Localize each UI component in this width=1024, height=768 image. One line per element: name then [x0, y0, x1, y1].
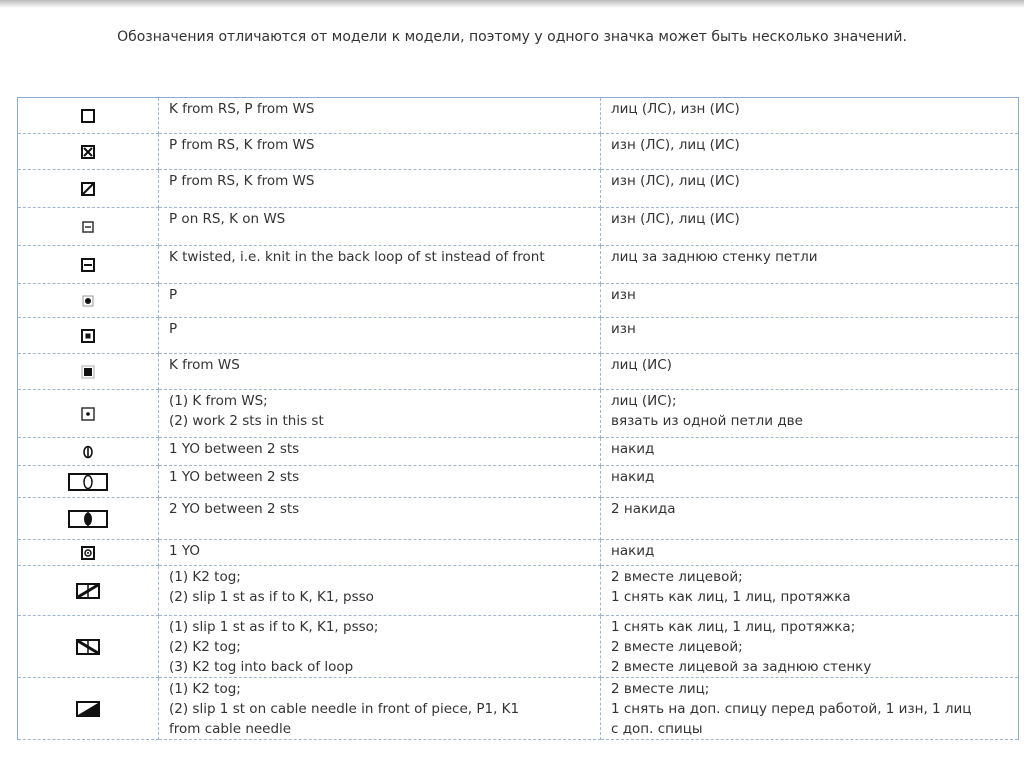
russian-description-cell	[601, 170, 1019, 208]
description-line: P from RS, K from WS	[169, 173, 315, 189]
description-line: вязать из одной петли две	[611, 413, 803, 429]
filled-inner-square-icon	[81, 328, 95, 344]
english-description-cell	[159, 318, 601, 354]
symbol-cell	[18, 170, 159, 208]
english-description-cell	[159, 540, 601, 566]
description-line: 1 YO	[169, 543, 201, 559]
russian-description-cell	[601, 246, 1019, 284]
russian-description-cell	[601, 354, 1019, 390]
filled-square-icon	[81, 364, 95, 380]
description-line: лиц за заднюю стенку петли	[611, 249, 818, 265]
symbol-cell	[18, 390, 159, 438]
russian-description-cell	[601, 678, 1019, 740]
top-cropped-heading	[0, 0, 1024, 8]
description-line: (2) slip 1 st as if to K, K1, psso	[169, 589, 374, 605]
description-line: K from WS	[169, 357, 240, 373]
symbol-cell	[18, 498, 159, 540]
english-description-cell	[159, 498, 601, 540]
symbol-cell	[18, 438, 159, 466]
legend-row	[18, 616, 1019, 678]
english-description-cell	[159, 466, 601, 498]
description-line: (2) slip 1 st on cable needle in front of piece, P1, K1	[169, 701, 520, 717]
legend-row	[18, 318, 1019, 354]
description-line: изн (ЛС), лиц (ИС)	[611, 173, 740, 189]
dot-square-icon	[81, 406, 95, 422]
legend-row	[18, 354, 1019, 390]
legend-row	[18, 134, 1019, 170]
russian-description-cell	[601, 566, 1019, 616]
dot-square-small-icon	[82, 293, 94, 309]
description-line: P on RS, K on WS	[169, 211, 286, 227]
description-line: 1 снять как лиц, 1 лиц, протяжка	[611, 589, 851, 605]
symbol-cell	[18, 284, 159, 318]
circle-square-icon	[81, 545, 95, 561]
description-line: лиц (ИС)	[611, 357, 672, 373]
symbol-legend-table	[17, 97, 1019, 740]
description-line: 2 накида	[611, 501, 676, 517]
symbol-cell	[18, 566, 159, 616]
description-line: лиц (ЛС), изн (ИС)	[611, 101, 740, 117]
description-line: 2 YO between 2 sts	[169, 501, 300, 517]
symbol-cell	[18, 318, 159, 354]
description-line: (1) K from WS;	[169, 393, 268, 409]
symbol-cell	[18, 134, 159, 170]
dash-square-icon	[81, 257, 95, 273]
symbol-cell	[18, 678, 159, 740]
cable-half-filled-icon	[76, 701, 100, 717]
ssk-left-icon	[76, 639, 100, 655]
description-line: лиц (ИС);	[611, 393, 677, 409]
legend-row	[18, 246, 1019, 284]
russian-description-cell	[601, 540, 1019, 566]
description-line: P from RS, K from WS	[169, 137, 315, 153]
legend-row	[18, 208, 1019, 246]
description-line: изн	[611, 321, 636, 337]
description-line: (1) K2 tog;	[169, 569, 241, 585]
english-description-cell	[159, 678, 601, 740]
description-line: с доп. спицы	[611, 721, 703, 737]
page-subtitle: Обозначения отличаются от модели к модели, поэтому у одного значка может быть несколько значений.	[117, 29, 907, 45]
description-line: изн	[611, 287, 636, 303]
english-description-cell	[159, 208, 601, 246]
english-description-cell	[159, 566, 601, 616]
k2tog-right-icon	[76, 583, 100, 599]
legend-row	[18, 566, 1019, 616]
yarn-over-oval-icon	[82, 444, 94, 460]
english-description-cell	[159, 134, 601, 170]
description-line: 1 снять на доп. спицу перед работой, 1 изн, 1 лиц	[611, 701, 972, 717]
description-line: накид	[611, 469, 655, 485]
wide-double-yarn-over-icon	[68, 511, 108, 527]
russian-description-cell	[601, 284, 1019, 318]
description-line: (2) K2 tog;	[169, 639, 241, 655]
symbol-cell	[18, 466, 159, 498]
description-line: (3) K2 tog into back of loop	[169, 659, 354, 675]
legend-row	[18, 98, 1019, 134]
description-line: 2 вместе лицевой;	[611, 639, 743, 655]
description-line: 1 YO between 2 sts	[169, 469, 300, 485]
symbol-cell	[18, 98, 159, 134]
description-line: K from RS, P from WS	[169, 101, 315, 117]
english-description-cell	[159, 616, 601, 678]
english-description-cell	[159, 246, 601, 284]
slashed-square-icon	[81, 181, 95, 197]
russian-description-cell	[601, 438, 1019, 466]
empty-square-icon	[81, 108, 95, 124]
legend-row	[18, 438, 1019, 466]
english-description-cell	[159, 170, 601, 208]
russian-description-cell	[601, 390, 1019, 438]
english-description-cell	[159, 438, 601, 466]
legend-row	[18, 284, 1019, 318]
description-line: (2) work 2 sts in this st	[169, 413, 324, 429]
russian-description-cell	[601, 616, 1019, 678]
description-line: 2 вместе лицевой;	[611, 569, 743, 585]
description-line: 1 снять как лиц, 1 лиц, протяжка;	[611, 619, 856, 635]
symbol-cell	[18, 208, 159, 246]
english-description-cell	[159, 284, 601, 318]
russian-description-cell	[601, 466, 1019, 498]
symbol-cell	[18, 354, 159, 390]
russian-description-cell	[601, 134, 1019, 170]
crossed-square-icon	[81, 144, 95, 160]
english-description-cell	[159, 354, 601, 390]
russian-description-cell	[601, 318, 1019, 354]
wide-yarn-over-icon	[68, 474, 108, 490]
description-line: 2 вместе лицевой за заднюю стенку	[611, 659, 872, 675]
symbol-cell	[18, 540, 159, 566]
legend-row	[18, 678, 1019, 740]
legend-row	[18, 170, 1019, 208]
description-line: накид	[611, 441, 655, 457]
russian-description-cell	[601, 208, 1019, 246]
english-description-cell	[159, 390, 601, 438]
description-line: K twisted, i.e. knit in the back loop of st instead of front	[169, 249, 545, 265]
legend-row	[18, 540, 1019, 566]
description-line: (1) K2 tog;	[169, 681, 241, 697]
description-line: 1 YO between 2 sts	[169, 441, 300, 457]
description-line: 2 вместе лиц;	[611, 681, 710, 697]
description-line: изн (ЛС), лиц (ИС)	[611, 137, 740, 153]
description-line: накид	[611, 543, 655, 559]
legend-row	[18, 390, 1019, 438]
description-line: (1) slip 1 st as if to K, K1, psso;	[169, 619, 379, 635]
legend-row	[18, 498, 1019, 540]
russian-description-cell	[601, 498, 1019, 540]
legend-row	[18, 466, 1019, 498]
russian-description-cell	[601, 98, 1019, 134]
symbol-cell	[18, 246, 159, 284]
description-line: P	[169, 287, 178, 303]
description-line: P	[169, 321, 178, 337]
description-line: изн (ЛС), лиц (ИС)	[611, 211, 740, 227]
symbol-cell	[18, 616, 159, 678]
english-description-cell	[159, 98, 601, 134]
dash-square-small-icon	[82, 219, 94, 235]
description-line: from cable needle	[169, 721, 292, 737]
